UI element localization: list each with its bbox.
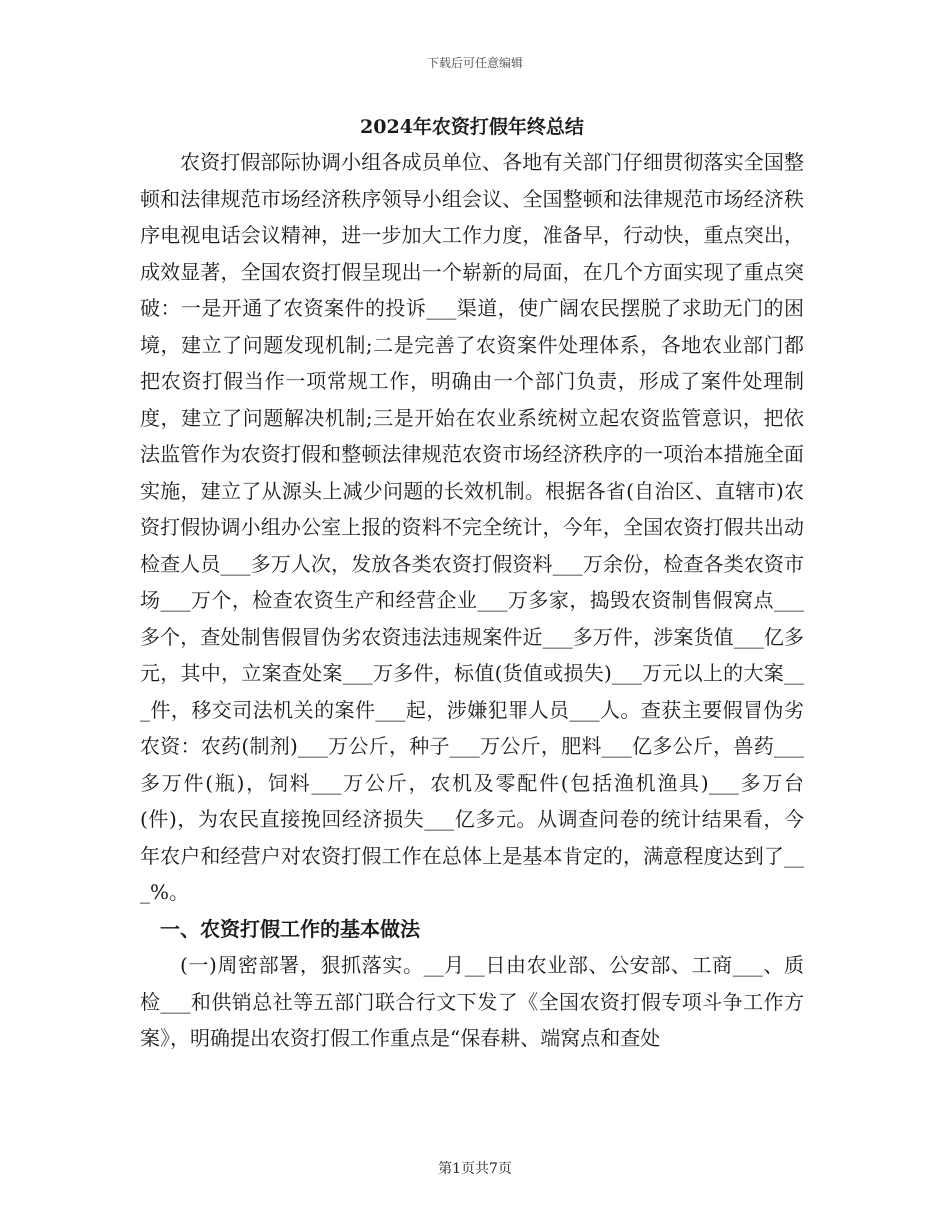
document-body — [140, 110, 804, 1057]
page-header-note: 下载后可任意编辑 — [426, 56, 523, 70]
section-paragraph: (一)周密部署，狠抓落实。__月__日由农业部、公安部、工商___、质检___和供销总社等五部门联合行文下发了《全国农资打假专项斗争工作方案》，明确提出农资打假工作重点是“保春耕、端窝点和查处 — [140, 953, 804, 1050]
section-heading: 一、农资打假工作的基本做法 — [160, 916, 420, 941]
document-title: 2024年农资打假年终总结 — [360, 116, 584, 138]
page-footer: 第1页共7页 — [438, 1161, 512, 1177]
intro-paragraph: 农资打假部际协调小组各成员单位、各地有关部门仔细贯彻落实全国整顿和法律规范市场经济秩序领导小组会议、全国整顿和法律规范市场经济秩序电视电话会议精神，进一步加大工作力度，准备早，行动快，重点突出，成效显著，全国农资打假呈现出一个崭新的局面，在几个方面实现了重点突破：一是开通了农资案件的投诉___渠道，使广阔农民摆脱了求助无门的困境，建立了问题发现机制;二是完善了农资案件处理体系，各地农业部门都把农资打假当作一项常规工作，明确由一个部门负责，形成了案件处理制度，建立了问题解决机制;三是开始在农业系统树立起农资监管意识，把依法监管作为农资打假和整顿法律规范农资市场经济秩序的一项治本措施全面实施，建立了从源头上减少问题的长效机制。根据各省(自治区、直辖市)农资打假协调小组办公室上报的资料不完全统计，今年，全国农资打假共出动检查人员___多万人次，发放各类农资打假资料___万余份，检查各类农资市场___万个，检查农资生产和经营企业___万多家，捣毁农资制售假窝点___多个，查处制售假冒伪劣农资违法违规案件近___多万件，涉案货值___亿多元，其中，立案查处案___万多件，标值(货值或损失)___万元以上的大案___件，移交司法机关的案件___起，涉嫌犯罪人员___人。查获主要假冒伪劣农资：农药(制剂)___万公斤，种子___万公斤，肥料___亿多公斤，兽药___多万件(瓶)，饲料___万公斤，农机及零配件(包括渔机渔具)___多万台(件)，为农民直接挽回经济损失___亿多元。从调查问卷的统计结果看，今年农户和经营户对农资打假工作在总体上是基本肯定的，满意程度达到了___%。 — [140, 150, 804, 904]
